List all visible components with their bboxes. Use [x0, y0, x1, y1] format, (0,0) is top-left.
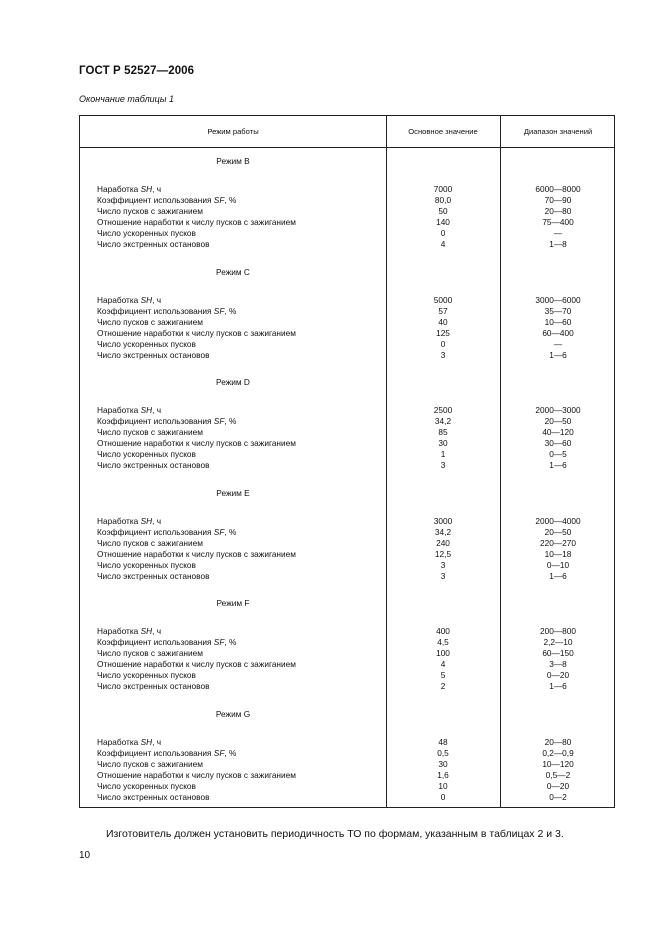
main-value: 400 — [436, 626, 450, 636]
parameter-name-text: Число ускоренных пусков — [97, 449, 196, 460]
parameter-name-text: Наработка — [97, 184, 141, 194]
parameter-name-text: Число экстренных остановов — [97, 349, 210, 360]
table-row — [80, 648, 616, 659]
parameter-name — [97, 516, 161, 527]
parameter-unit: , % — [224, 526, 237, 537]
table-row — [80, 527, 616, 538]
parameter-name — [97, 560, 196, 571]
main-value: 7000 — [433, 184, 453, 194]
table-row — [80, 571, 616, 582]
range-value: 1—6 — [549, 681, 567, 692]
parameter-unit: , ч — [152, 405, 162, 415]
parameter-name — [97, 317, 203, 328]
parameter-name-text: Наработка — [97, 626, 141, 636]
main-value: 34,2 — [434, 526, 452, 537]
parameter-unit: , % — [224, 416, 237, 427]
parameter-unit: , ч — [152, 515, 162, 526]
mode-block — [80, 709, 616, 809]
table-row — [80, 637, 616, 648]
parameter-name — [97, 306, 236, 317]
parameter-name-text: Число пусков с зажиганием — [97, 537, 203, 548]
parameter-name-text: Число экстренных остановов — [97, 239, 210, 250]
parameter-name-text: Число пусков с зажиганием — [97, 206, 203, 217]
parameter-name — [97, 339, 196, 350]
parameter-name-text: Коэффициент использования — [97, 195, 214, 206]
manufacturer-note: Изготовитель должен установить периодичность ТО по формам, указанным в таблицах 2 и 3. — [106, 828, 564, 840]
parameter-name — [97, 681, 210, 692]
range-value: 0,5—2 — [545, 769, 571, 780]
table-row — [80, 560, 616, 571]
range-value: 2000—3000 — [535, 405, 581, 415]
parameter-rows — [80, 626, 616, 693]
main-value: 3 — [440, 570, 446, 581]
range-value: 1—8 — [549, 239, 567, 250]
main-value: 140 — [436, 217, 450, 228]
parameter-name — [97, 228, 196, 239]
main-value: 2500 — [433, 405, 453, 415]
table-row — [80, 770, 616, 781]
table-row — [80, 449, 616, 460]
parameter-name-text: Число экстренных остановов — [97, 460, 210, 471]
column-header-mode: Режим работы — [207, 127, 259, 136]
parameter-unit: , ч — [152, 294, 162, 305]
parameter-symbol: SF — [213, 637, 225, 648]
range-value: 1—6 — [549, 570, 567, 581]
mode-block — [80, 488, 616, 588]
parameter-name-text: Отношение наработки к числу пусков с зажиганием — [97, 217, 296, 228]
main-value: 0 — [440, 338, 446, 349]
parameter-name — [97, 571, 210, 582]
parameter-symbol: SH — [140, 736, 153, 747]
mode-block — [80, 598, 616, 698]
mode-block — [80, 156, 616, 256]
parameter-rows — [80, 516, 616, 583]
parameter-symbol: SH — [140, 294, 153, 305]
parameter-name — [97, 328, 296, 339]
table-row — [80, 427, 616, 438]
table-row — [80, 438, 616, 449]
range-value: 30—60 — [544, 438, 572, 449]
parameter-name-text: Отношение наработки к числу пусков с зажиганием — [97, 438, 296, 449]
parameter-unit: , % — [224, 637, 237, 648]
main-value: 2 — [440, 681, 446, 692]
parameter-name-text: Число экстренных остановов — [97, 681, 210, 692]
main-value: 3 — [440, 559, 446, 570]
main-value: 125 — [436, 327, 450, 338]
main-value: 0,5 — [437, 747, 449, 758]
table-row — [80, 405, 616, 416]
main-value: 3 — [440, 349, 446, 360]
range-value: 0—20 — [546, 670, 570, 681]
parameter-name-text: Коэффициент использования — [97, 305, 214, 316]
parameter-unit: , ч — [152, 736, 162, 747]
main-value: 57 — [438, 305, 448, 316]
range-value: 3000—6000 — [535, 294, 581, 305]
parameter-symbol: SF — [213, 747, 225, 758]
range-value: 60—400 — [542, 327, 574, 338]
parameter-symbol: SF — [213, 416, 225, 427]
parameter-name — [97, 748, 236, 759]
mode-title: Режим Е — [216, 487, 250, 498]
range-value: 20—80 — [544, 736, 572, 747]
table-row — [80, 626, 616, 637]
range-value: 10—18 — [544, 548, 572, 559]
main-value: 0 — [440, 791, 446, 802]
parameter-symbol: SF — [213, 305, 225, 316]
mode-title: Режим В — [216, 156, 250, 166]
parameter-unit: , % — [224, 305, 237, 316]
table-row — [80, 328, 616, 339]
table-row — [80, 239, 616, 250]
range-value: 3—8 — [549, 659, 567, 670]
table-row — [80, 184, 616, 195]
range-value: 60—150 — [542, 648, 574, 659]
page-number: 10 — [79, 850, 91, 861]
parameter-name-text: Коэффициент использования — [97, 747, 214, 758]
mode-title: Режим F — [216, 598, 250, 608]
parameter-name — [97, 449, 196, 460]
parameter-name — [97, 206, 203, 217]
parameter-name — [97, 737, 161, 748]
parameter-name — [97, 648, 203, 659]
parameter-rows — [80, 405, 616, 472]
range-value: 35—70 — [544, 305, 572, 316]
parameter-rows — [80, 295, 616, 362]
main-value: 4 — [440, 239, 446, 250]
table-row — [80, 681, 616, 692]
table-row — [80, 792, 616, 803]
table-row — [80, 306, 616, 317]
table-row — [80, 217, 616, 228]
parameter-name — [97, 549, 296, 560]
parameter-name — [97, 637, 236, 648]
main-value: 4,5 — [437, 637, 449, 648]
main-value: 85 — [438, 427, 448, 438]
parameter-name-text: Коэффициент использования — [97, 416, 214, 427]
range-value: 0—20 — [546, 780, 570, 791]
parameter-name — [97, 626, 161, 637]
parameter-name-text: Число пусков с зажиганием — [97, 316, 203, 327]
table-row — [80, 206, 616, 217]
parameter-name — [97, 460, 210, 471]
parameter-name — [97, 759, 203, 770]
parameter-symbol: SF — [213, 526, 225, 537]
range-value: 40—120 — [542, 427, 574, 438]
parameter-name-text: Наработка — [97, 736, 141, 747]
main-value: 5 — [440, 670, 446, 681]
range-value: 20—50 — [544, 526, 572, 537]
parameters-table — [79, 115, 615, 808]
mode-block — [80, 267, 616, 367]
main-value: 80,0 — [434, 195, 452, 206]
column-header-range: Диапазон значений — [523, 127, 593, 136]
parameter-name-text: Отношение наработки к числу пусков с зажиганием — [97, 327, 296, 338]
table-row — [80, 737, 616, 748]
range-value: 70—90 — [544, 195, 572, 206]
parameter-name — [97, 538, 203, 549]
parameter-name-text: Наработка — [97, 405, 141, 415]
mode-title: Режим D — [216, 377, 250, 387]
parameter-name-text: Число ускоренных пусков — [97, 559, 196, 570]
parameter-name — [97, 295, 161, 306]
range-value: — — [553, 228, 563, 239]
parameter-name-text: Наработка — [97, 515, 141, 526]
parameter-name — [97, 427, 203, 438]
range-value: 75—400 — [542, 217, 574, 228]
main-value: 1 — [440, 449, 446, 460]
column-header-main-value: Основное значение — [408, 127, 478, 136]
parameter-name-text: Число ускоренных пусков — [97, 228, 196, 239]
table-row — [80, 759, 616, 770]
range-value: 0,2—0,9 — [542, 747, 574, 758]
parameter-unit: , % — [224, 747, 237, 758]
table-row — [80, 516, 616, 527]
main-value: 3000 — [433, 515, 453, 526]
document-header: ГОСТ Р 52527—2006 — [79, 65, 195, 77]
main-value: 10 — [438, 780, 448, 791]
main-value: 30 — [438, 438, 448, 449]
table-row — [80, 781, 616, 792]
parameter-name — [97, 659, 296, 670]
parameter-name-text: Число ускоренных пусков — [97, 780, 196, 791]
table-row — [80, 670, 616, 681]
main-value: 48 — [438, 736, 448, 747]
table-row — [80, 195, 616, 206]
range-value: 200—800 — [540, 626, 576, 636]
range-value: 10—60 — [544, 316, 572, 327]
main-value: 50 — [438, 206, 448, 217]
parameter-symbol: SH — [140, 184, 153, 194]
parameter-name — [97, 184, 161, 195]
mode-title: Режим С — [216, 266, 250, 277]
table-row — [80, 350, 616, 361]
table-row — [80, 538, 616, 549]
parameter-name — [97, 239, 210, 250]
table-row — [80, 339, 616, 350]
parameter-name — [97, 781, 196, 792]
main-value: 40 — [438, 316, 448, 327]
table-row — [80, 295, 616, 306]
range-value: 10—120 — [542, 758, 574, 769]
range-value: 20—50 — [544, 416, 572, 427]
parameter-name-text: Коэффициент использования — [97, 526, 214, 537]
range-value: — — [553, 338, 563, 349]
main-value: 34,2 — [434, 416, 452, 427]
range-value: 2000—4000 — [535, 515, 581, 526]
parameter-name-text: Число пусков с зажиганием — [97, 758, 203, 769]
range-value: 6000—8000 — [535, 184, 581, 194]
main-value: 4 — [440, 659, 446, 670]
table-row — [80, 748, 616, 759]
parameter-symbol: SH — [140, 515, 153, 526]
parameter-name-text: Число экстренных остановов — [97, 570, 210, 581]
parameter-name-text: Отношение наработки к числу пусков с зажиганием — [97, 548, 296, 559]
table-row — [80, 416, 616, 427]
parameter-symbol: SH — [140, 405, 153, 415]
parameter-rows — [80, 184, 616, 251]
parameter-name — [97, 416, 236, 427]
parameter-name-text: Отношение наработки к числу пусков с зажиганием — [97, 659, 296, 670]
main-value: 240 — [436, 537, 450, 548]
parameter-name-text: Наработка — [97, 294, 141, 305]
main-value: 1,6 — [437, 769, 449, 780]
mode-title: Режим G — [215, 708, 251, 719]
parameter-name — [97, 527, 236, 538]
range-value: 0—2 — [549, 791, 567, 802]
parameter-rows — [80, 737, 616, 804]
main-value: 12,5 — [434, 548, 452, 559]
mode-block — [80, 377, 616, 477]
table-row — [80, 549, 616, 560]
range-value: 1—6 — [549, 460, 567, 471]
parameter-name — [97, 350, 210, 361]
parameter-name-text: Число ускоренных пусков — [97, 338, 196, 349]
main-value: 100 — [436, 648, 450, 659]
parameter-name — [97, 195, 236, 206]
parameter-unit: , ч — [152, 626, 162, 636]
range-value: 20—80 — [544, 206, 572, 217]
parameter-name — [97, 405, 161, 416]
parameter-name — [97, 438, 296, 449]
parameter-name-text: Коэффициент использования — [97, 637, 214, 648]
parameter-name — [97, 217, 296, 228]
parameter-name — [97, 770, 296, 781]
range-value: 1—6 — [549, 349, 567, 360]
parameter-name-text: Число пусков с зажиганием — [97, 427, 203, 438]
parameter-name-text: Отношение наработки к числу пусков с зажиганием — [97, 769, 296, 780]
table-row — [80, 460, 616, 471]
header-divider — [80, 147, 614, 148]
parameter-symbol: SH — [140, 626, 153, 636]
main-value: 5000 — [433, 294, 453, 305]
parameter-name-text: Число экстренных остановов — [97, 791, 210, 802]
range-value: 2,2—10 — [543, 637, 573, 648]
main-value: 3 — [440, 460, 446, 471]
parameter-unit: , % — [224, 195, 237, 206]
main-value: 0 — [440, 228, 446, 239]
parameter-symbol: SF — [213, 195, 225, 206]
parameter-name-text: Число ускоренных пусков — [97, 670, 196, 681]
range-value: 0—5 — [549, 449, 567, 460]
parameter-unit: , ч — [152, 184, 162, 194]
table-caption: Окончание таблицы 1 — [79, 94, 174, 104]
table-row — [80, 659, 616, 670]
range-value: 220—270 — [540, 537, 576, 548]
table-row — [80, 317, 616, 328]
main-value: 30 — [438, 758, 448, 769]
parameter-name-text: Число пусков с зажиганием — [97, 648, 203, 659]
parameter-name — [97, 792, 210, 803]
range-value: 0—10 — [546, 559, 570, 570]
table-row — [80, 228, 616, 239]
parameter-name — [97, 670, 196, 681]
